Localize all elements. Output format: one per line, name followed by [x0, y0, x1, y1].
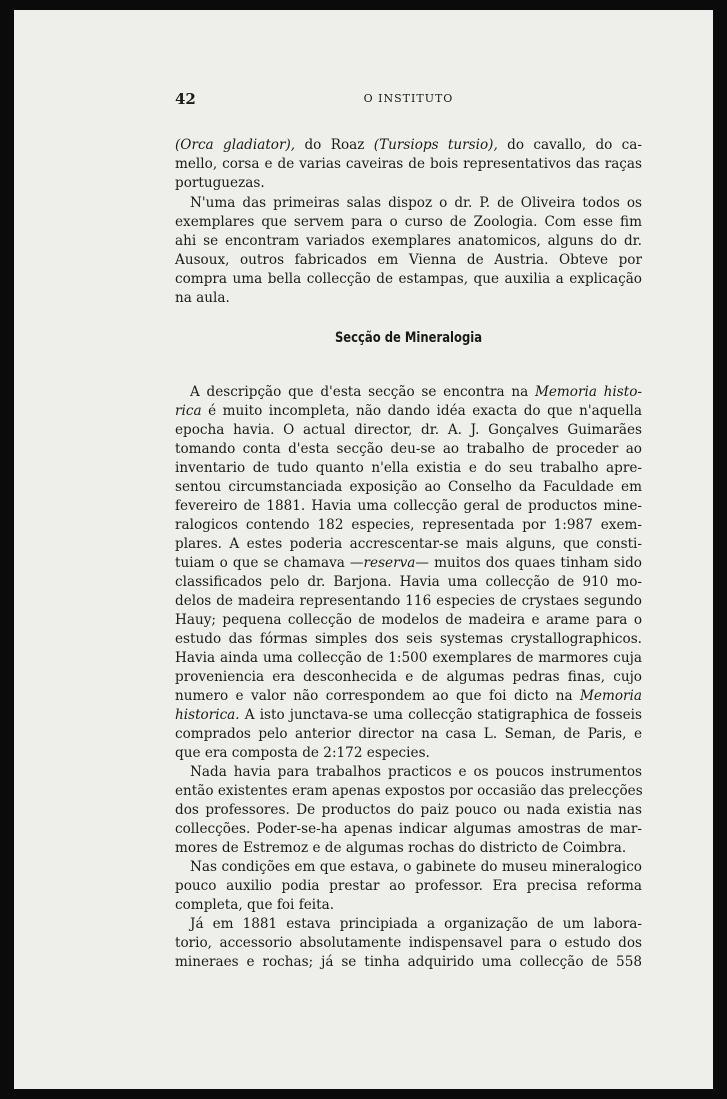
- text-line: completa, que foi feita.: [175, 897, 335, 913]
- text-line: plares. A estes poderia accrescentar-se mais alguns, que consti-: [175, 536, 642, 552]
- text-line: ahi se encontram variados exemplares anatomicos, alguns do dr.: [175, 233, 642, 249]
- text-line: na aula.: [175, 290, 230, 306]
- text-line: então existentes eram apenas expostos por occasião das prelecções: [175, 783, 643, 799]
- text-line: rica é muito incompleta, não dando idéa exacta do que n'aquella: [175, 403, 642, 419]
- text-line: ralogicos contendo 182 especies, representada por 1:987 exem-: [175, 517, 642, 533]
- text-line: portuguezas.: [175, 175, 265, 191]
- book-page: [14, 10, 713, 1089]
- text-line: mineraes e rochas; já se tinha adquirido uma collecção de 558: [175, 954, 642, 970]
- text-line: dos professores. De productos do paiz pouco ou nada existia nas: [175, 802, 642, 818]
- text-line: estudo das fórmas simples dos seis systemas crystallographicos.: [175, 631, 642, 647]
- text-line: sentou circumstanciada exposição ao Conselho da Faculdade em: [175, 479, 642, 495]
- text-line: proveniencia era desconhecida e de algumas pedras finas, cujo: [175, 669, 642, 685]
- text-line: mello, corsa e de varias caveiras de bois representativos das raças: [175, 156, 642, 172]
- text-line: Hauy; pequena collecção de modelos de madeira e arame para o: [175, 612, 642, 628]
- text-line: inventario de tudo quanto n'ella existia e do seu trabalho apre-: [175, 460, 642, 476]
- text-line: comprados pelo anterior director na casa L. Seman, de Paris, e: [175, 726, 642, 742]
- text-line: numero e valor não correspondem ao que foi dicto na Memoria: [175, 688, 642, 704]
- running-title: O INSTITUTO: [363, 92, 454, 105]
- text-line: delos de madeira representando 116 especies de crystaes segundo: [175, 593, 642, 609]
- text-line: Nada havia para trabalhos practicos e os poucos instrumentos: [190, 764, 642, 780]
- text-line: Ausoux, outros fabricados em Vienna de Austria. Obteve por: [175, 252, 642, 268]
- text-line: epocha havia. O actual director, dr. A. J. Gonçalves Guimarães: [175, 422, 642, 438]
- text-line: A descripção que d'esta secção se encontra na Memoria histo-: [190, 384, 642, 400]
- page-header: [175, 90, 642, 110]
- text-line: tomando conta d'esta secção deu-se ao trabalho de proceder ao: [175, 441, 642, 457]
- text-line: que era composta de 2:172 especies.: [175, 745, 430, 761]
- text-line: historica. A isto junctava-se uma collecção statigraphica de fosseis: [175, 707, 642, 723]
- text-line: exemplares que servem para o curso de Zoologia. Com esse fim: [175, 214, 642, 230]
- text-line: Havia ainda uma collecção de 1:500 exemplares de marmores cuja: [175, 650, 642, 666]
- text-line: mores de Estremoz e de algumas rochas do districto de Coimbra.: [175, 840, 627, 856]
- text-line: pouco auxilio podia prestar ao professor. Era precisa reforma: [175, 878, 642, 894]
- text-line: classificados pelo dr. Barjona. Havia uma collecção de 910 mo-: [175, 574, 642, 590]
- text-line: collecções. Poder-se-ha apenas indicar algumas amostras de mar-: [175, 821, 642, 837]
- text-line: torio, accessorio absolutamente indispensavel para o estudo dos: [175, 935, 642, 951]
- text-line: compra uma bella collecção de estampas, que auxilia a explicação: [175, 271, 642, 287]
- text-line: tuiam o que se chamava —reserva— muitos dos quaes tinham sido: [175, 555, 642, 571]
- page-number: 42: [175, 90, 196, 108]
- text-line: N'uma das primeiras salas dispoz o dr. P. de Oliveira todos os: [190, 195, 642, 211]
- text-line: Nas condições em que estava, o gabinete do museu mineralogico: [190, 859, 642, 875]
- text-line: fevereiro de 1881. Havia uma collecção geral de productos mine-: [175, 498, 642, 514]
- text-line: (Orca gladiator), do Roaz (Tursiops tursio), do cavallo, do ca-: [175, 137, 642, 153]
- section-heading: Secção de Mineralogia: [334, 330, 483, 346]
- text-line: Já em 1881 estava principiada a organização de um labora-: [190, 916, 642, 932]
